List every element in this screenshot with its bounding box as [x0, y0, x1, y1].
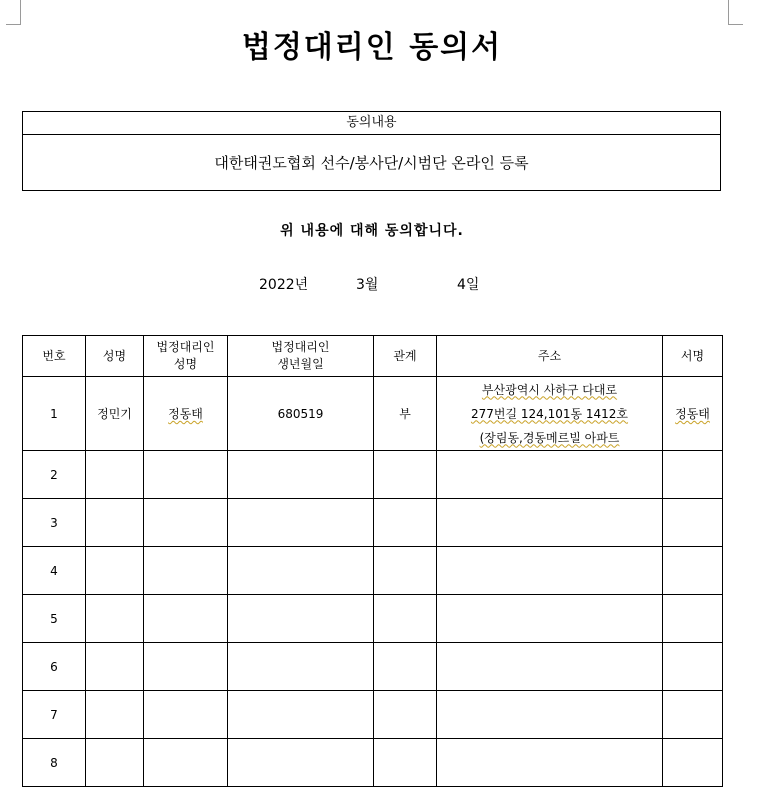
guardian-name-text: 정동태	[168, 407, 203, 421]
cell-guardian-name	[144, 595, 228, 643]
header-guardian-name	[144, 336, 228, 377]
cell-no: 2	[23, 451, 86, 499]
cell-signature	[663, 547, 723, 595]
address-line-3	[437, 426, 662, 450]
cell-guardian-name	[144, 499, 228, 547]
date-day: 4일	[457, 277, 480, 293]
address-line-3-text: (장림동,경동메르빌 아파트	[479, 430, 620, 445]
address-line-2-text: 277번길 124,101동 1412호	[470, 406, 629, 421]
cell-name	[86, 547, 144, 595]
cell-guardian-name	[144, 739, 228, 787]
cell-guardian-birth	[228, 643, 374, 691]
consent-box	[22, 111, 721, 191]
cell-relation: 부	[374, 377, 437, 451]
table-header-row	[23, 336, 723, 377]
header-no: 번호	[23, 336, 86, 377]
cell-no: 6	[23, 643, 86, 691]
cell-guardian-birth	[228, 451, 374, 499]
cell-guardian-name	[144, 547, 228, 595]
table-row	[23, 691, 723, 739]
cell-no: 4	[23, 547, 86, 595]
cell-guardian-name	[144, 377, 228, 451]
cell-name	[86, 451, 144, 499]
table-row	[23, 595, 723, 643]
guardian-consent-table	[22, 335, 723, 787]
header-guardian-name-line2: 성명	[173, 357, 198, 371]
consent-header: 동의내용	[23, 112, 720, 135]
address-line-1	[437, 378, 662, 402]
cell-signature	[663, 377, 723, 451]
date-year: 2022년	[259, 277, 309, 293]
header-guardian-birth-line1: 법정대리인	[271, 340, 330, 354]
table-row	[23, 643, 723, 691]
cell-signature	[663, 691, 723, 739]
header-guardian-name-line1: 법정대리인	[156, 340, 215, 354]
cell-no: 8	[23, 739, 86, 787]
table-row	[23, 451, 723, 499]
document-title: 법정대리인 동의서	[241, 30, 503, 65]
cell-no: 1	[23, 377, 86, 451]
cell-signature	[663, 451, 723, 499]
cell-relation	[374, 691, 437, 739]
cell-guardian-name	[144, 643, 228, 691]
header-guardian-birth	[228, 336, 374, 377]
cell-signature	[663, 643, 723, 691]
cell-address	[437, 739, 663, 787]
table-row	[23, 377, 723, 451]
cell-relation	[374, 547, 437, 595]
table-row	[23, 499, 723, 547]
header-name: 성명	[86, 336, 144, 377]
cell-guardian-name	[144, 451, 228, 499]
cell-no: 3	[23, 499, 86, 547]
cell-name: 정민기	[86, 377, 144, 451]
cell-address	[437, 377, 663, 451]
cell-relation	[374, 595, 437, 643]
cell-address	[437, 691, 663, 739]
cell-name	[86, 691, 144, 739]
cell-signature	[663, 739, 723, 787]
cell-relation	[374, 739, 437, 787]
cell-relation	[374, 643, 437, 691]
cell-address	[437, 595, 663, 643]
cell-guardian-birth	[228, 499, 374, 547]
address-line-2	[437, 402, 662, 426]
cell-relation	[374, 499, 437, 547]
header-signature: 서명	[663, 336, 723, 377]
cell-name	[86, 643, 144, 691]
cell-no: 7	[23, 691, 86, 739]
agreement-statement: 위 내용에 대해 동의합니다.	[280, 223, 464, 239]
table-row	[23, 739, 723, 787]
cell-name	[86, 739, 144, 787]
cell-address	[437, 643, 663, 691]
cell-guardian-birth: 680519	[228, 377, 374, 451]
header-address: 주소	[437, 336, 663, 377]
cell-guardian-name	[144, 691, 228, 739]
cell-guardian-birth	[228, 595, 374, 643]
cell-guardian-birth	[228, 739, 374, 787]
header-relation: 관계	[374, 336, 437, 377]
cell-address	[437, 547, 663, 595]
consent-body: 대한태권도협회 선수/봉사단/시범단 온라인 등록	[214, 154, 529, 172]
cell-signature	[663, 499, 723, 547]
header-guardian-birth-line2: 생년월일	[277, 357, 324, 371]
cell-guardian-birth	[228, 691, 374, 739]
cell-address	[437, 451, 663, 499]
cell-no: 5	[23, 595, 86, 643]
address-line-1-text: 부산광역시 사하구 다대로	[481, 382, 618, 397]
date-month: 3월	[356, 277, 379, 293]
cell-signature	[663, 595, 723, 643]
cell-name	[86, 499, 144, 547]
cell-name	[86, 595, 144, 643]
cell-guardian-birth	[228, 547, 374, 595]
table-row	[23, 547, 723, 595]
cell-address	[437, 499, 663, 547]
cell-relation	[374, 451, 437, 499]
signature-text: 정동태	[675, 407, 710, 421]
